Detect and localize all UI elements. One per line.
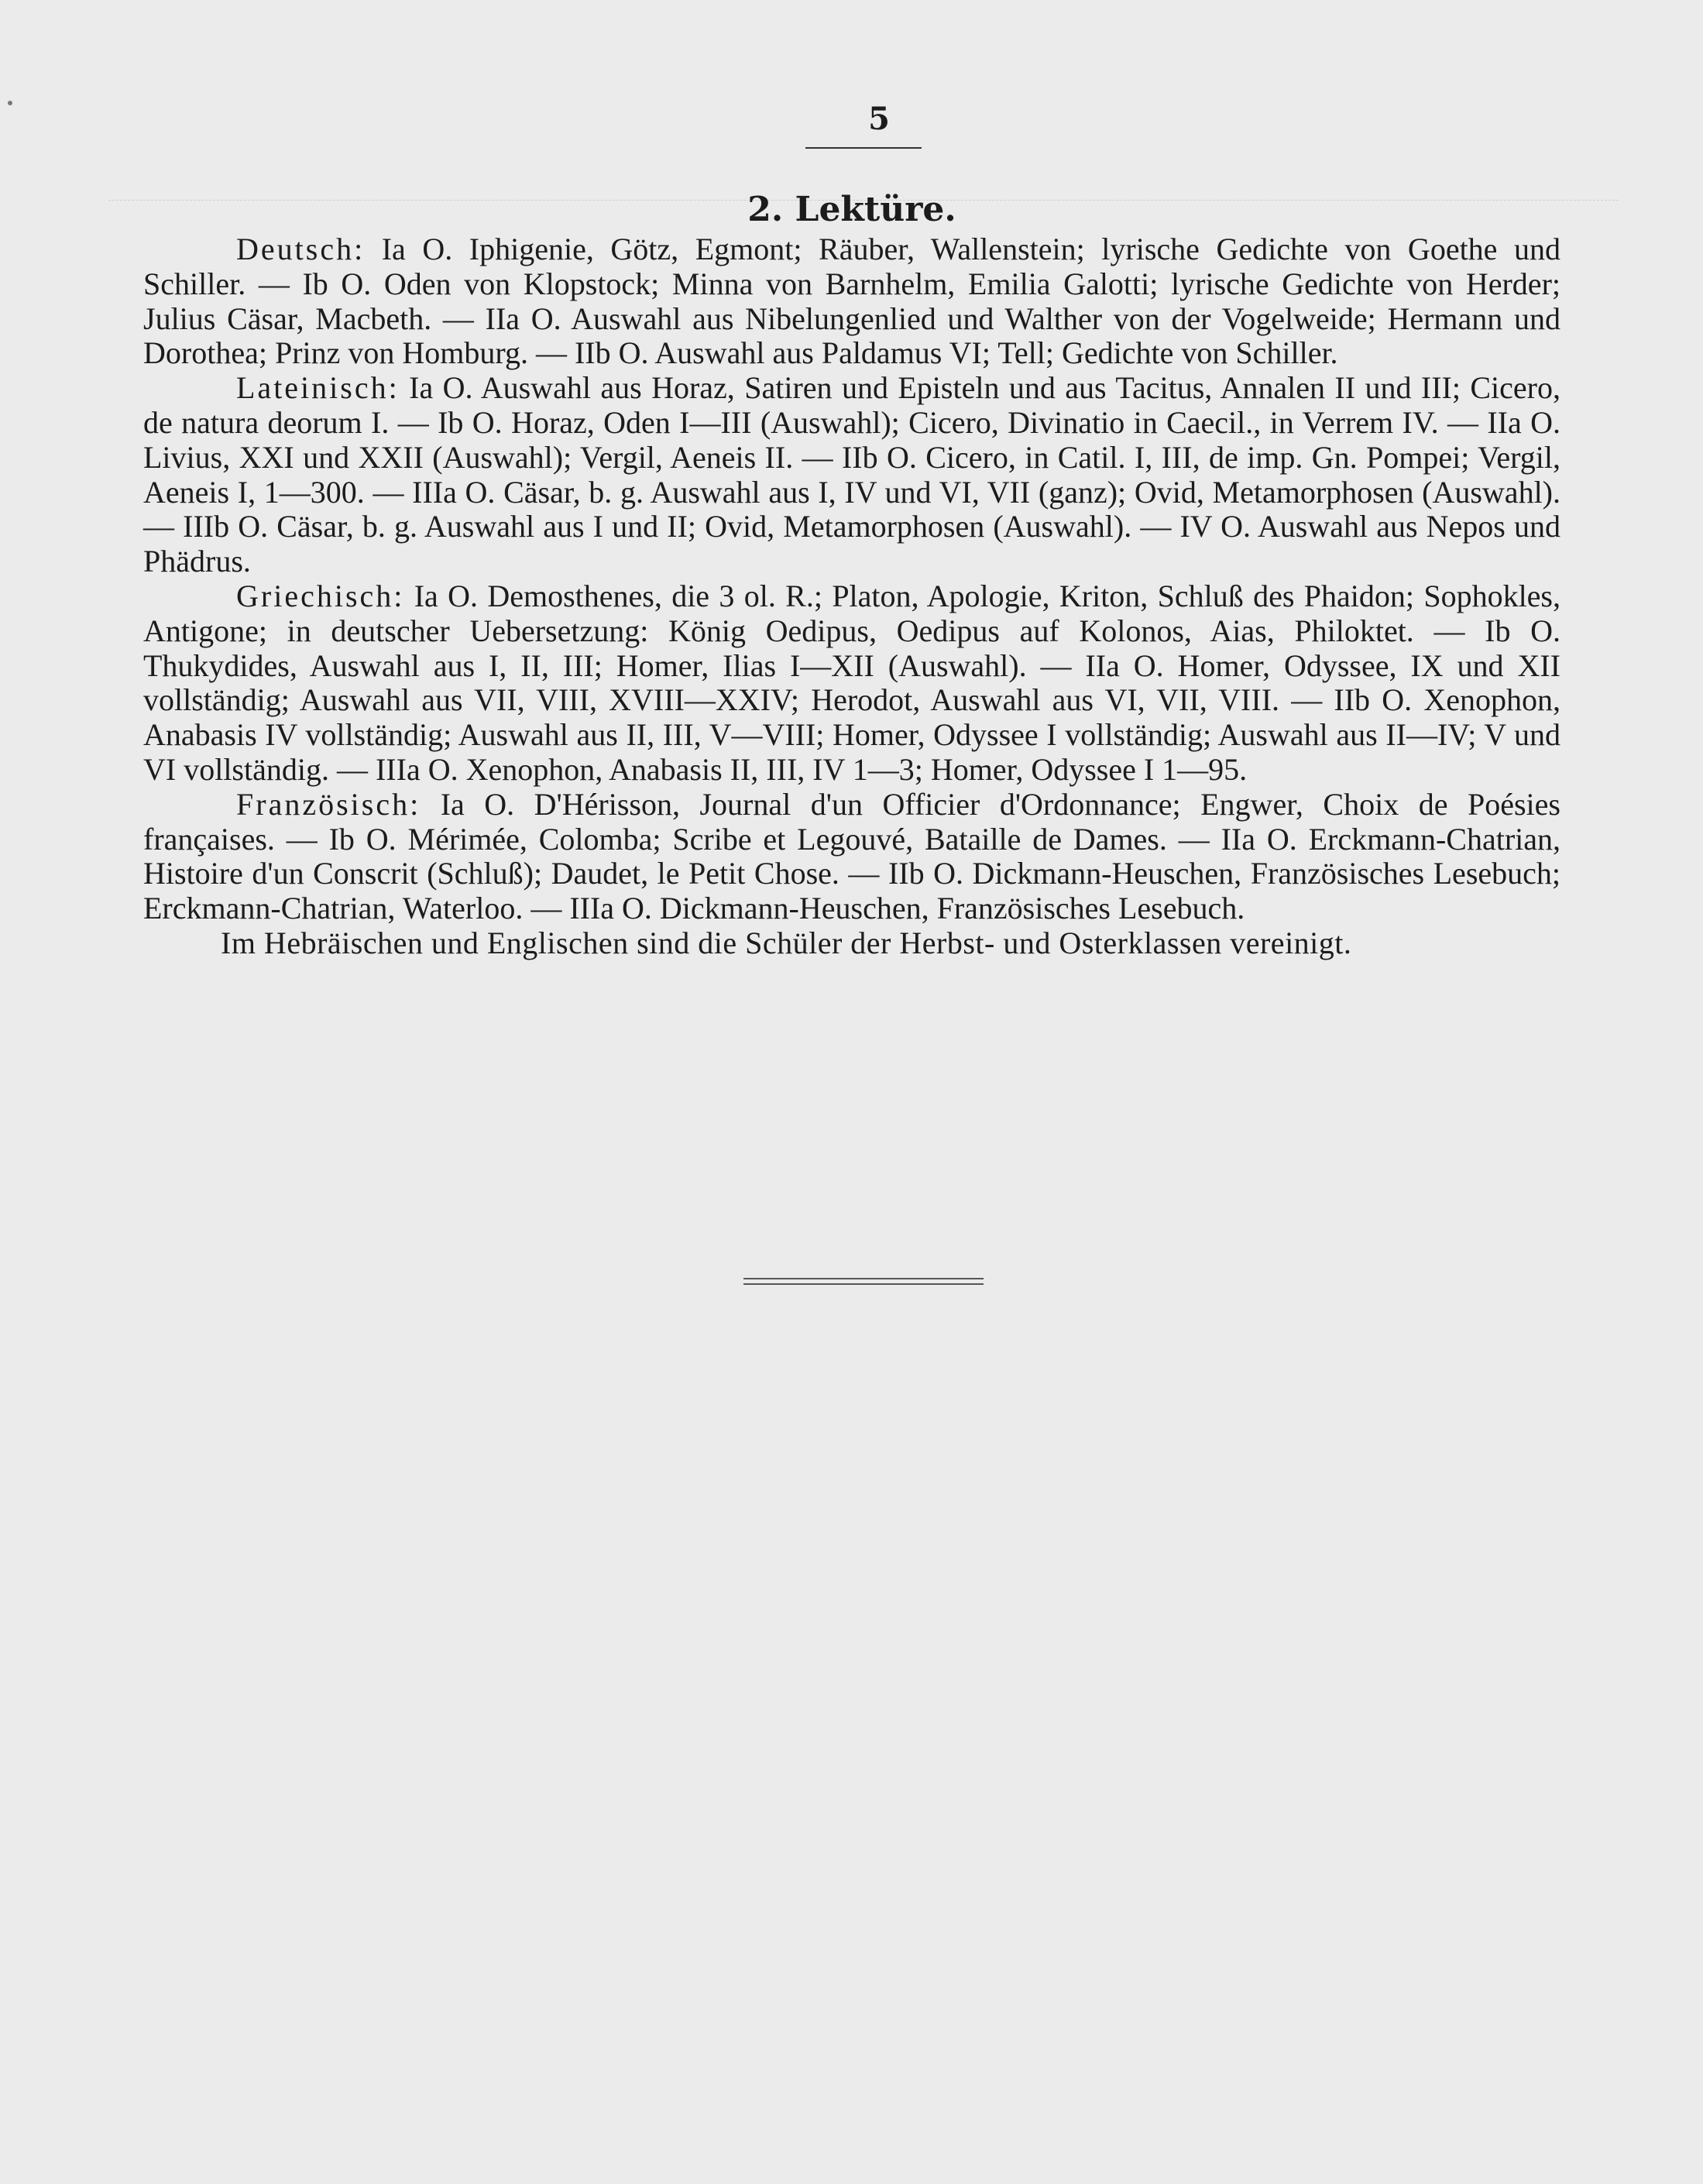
paragraph-franzoesisch: [143, 788, 1561, 926]
paragraph-deutsch: [143, 232, 1561, 371]
paragraph-lateinisch: [143, 371, 1561, 579]
paragraph-text-lateinisch: Ia O. Auswahl aus Horaz, Satiren und Episteln und aus Tacitus, Annalen II und III; Cicero, de natura deorum I. — Ib O. Horaz, Oden I—III (Auswahl); Cicero, Divinatio in Caecil., in Verrem IV. — IIa O. Livius, XXI und XXII (Auswahl); Vergil, Aeneis II. — IIb O. Cicero, in Catil. I, III, de imp. Gn. Pompei; Vergil, Aeneis I, 1—300. — IIIa O. Cäsar, b. g. Auswahl aus I, IV und VI, VII (ganz); Ovid, Metamorphosen (Auswahl). — IIIb O. Cäsar, b. g. Auswahl aus I und II; Ovid, Metamorphosen (Auswahl). — IV O. Auswahl aus Nepos und Phädrus.: [143, 370, 1561, 579]
subject-label-griechisch: Griechisch:: [236, 578, 405, 613]
closing-note: Im Hebräischen und Englischen sind die Schüler der Herbst- und Osterklassen vereinigt.: [221, 925, 1352, 960]
scan-speck: [8, 101, 12, 105]
subject-label-lateinisch: Lateinisch:: [236, 370, 400, 406]
page-number-rule: [805, 147, 922, 149]
subject-label-deutsch: Deutsch:: [236, 232, 366, 266]
paragraph-text-griechisch: Ia O. Demosthenes, die 3 ol. R.; Platon, Apologie, Kriton, Schluß des Phaidon; Sophokles, Antigone; in deutscher Uebersetzung: König Oedipus, Oedipus auf Kolonos, Aias, Philoktet. — Ib O. Thukydides, Auswahl aus I, II, III; Homer, Ilias I—XII (Auswahl). — IIa O. Homer, Odyssee, IX und XII vollständig; Auswahl aus VII, VIII, XVIII—XXIV; Herodot, Auswahl aus VI, VII, VIII. — IIb O. Xenophon, Anabasis IV vollständig; Auswahl aus II, III, V—VIII; Homer, Odyssee I vollständig; Auswahl aus II—IV; V und VI vollständig. — IIIa O. Xenophon, Anabasis II, III, IV 1—3; Homer, Odyssee I 1—95.: [143, 578, 1561, 787]
page-number: 5: [868, 101, 890, 137]
subject-label-franzoesisch: Französisch:: [236, 786, 421, 822]
body-text: [143, 232, 1561, 961]
paragraph-text-deutsch: Ia O. Iphigenie, Götz, Egmont; Räuber, Wallenstein; lyrische Gedichte von Goethe und Schiller. — Ib O. Oden von Klopstock; Minna von Barnhelm, Emilia Galotti; lyrische Gedichte von Herder; Julius Cäsar, Macbeth. — IIa O. Auswahl aus Nibelungenlied und Walther von der Vogelweide; Hermann und Dorothea; Prinz von Homburg. — IIb O. Auswahl aus Paldamus VI; Tell; Gedichte von Schiller.: [143, 232, 1561, 371]
end-of-section-rule: [743, 1278, 984, 1289]
paragraph-text-franzoesisch: Ia O. D'Hérisson, Journal d'un Officier d'Ordonnance; Engwer, Choix de Poésies françaises. — Ib O. Mérimée, Colomba; Scribe et Legouvé, Bataille de Dames. — IIa O. Erckmann-Chatrian, Histoire d'un Conscrit (Schluß); Daudet, le Petit Chose. — IIb O. Dickmann-Heuschen, Französisches Lesebuch; Erckmann-Chatrian, Waterloo. — IIIa O. Dickmann-Heuschen, Französisches Lesebuch.: [143, 786, 1561, 926]
section-heading: 2. Lektüre.: [747, 190, 956, 229]
paragraph-griechisch: [143, 579, 1561, 788]
